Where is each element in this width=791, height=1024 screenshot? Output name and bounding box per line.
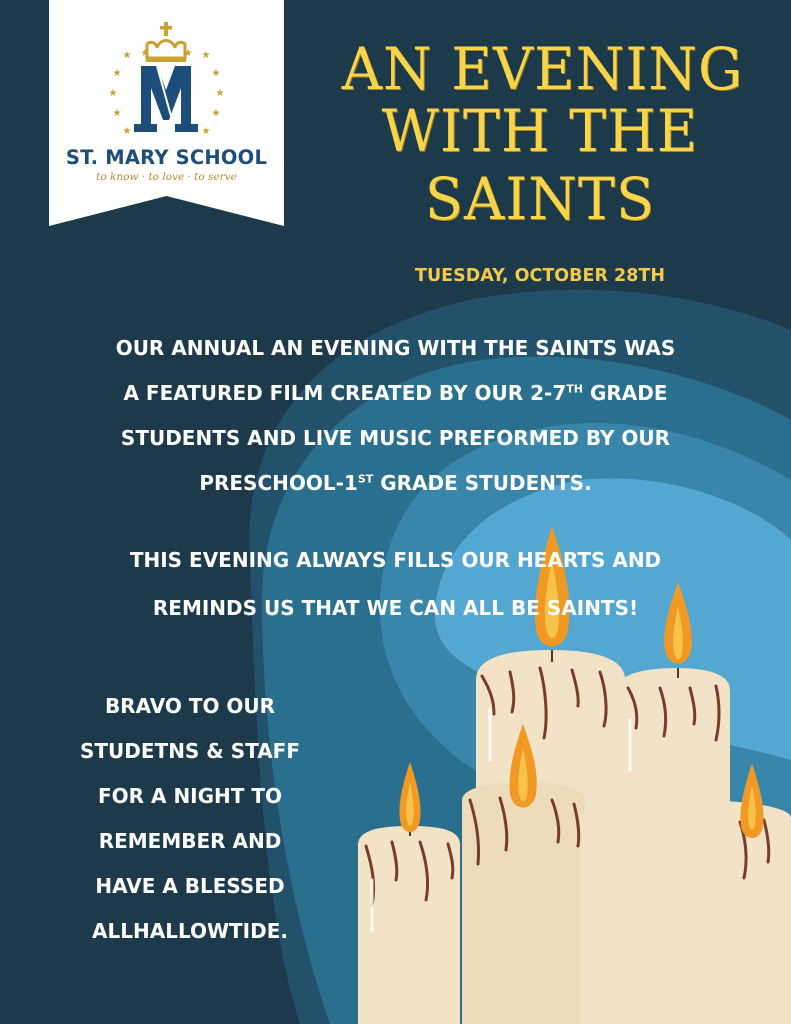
school-name: ST. MARY SCHOOL — [65, 146, 268, 169]
intro-line-4-superscript: ST — [357, 472, 374, 486]
svg-text:★: ★ — [183, 48, 193, 59]
svg-text:★: ★ — [201, 50, 211, 61]
svg-text:★: ★ — [122, 50, 132, 61]
svg-text:★: ★ — [112, 68, 122, 79]
intro-line-2-suffix: GRADE — [582, 381, 668, 405]
bravo-line: FOR A NIGHT TO — [97, 784, 283, 808]
hearts-line-2: REMINDS US THAT WE CAN ALL BE SAINTS! — [152, 596, 639, 620]
intro-line-4-suffix: GRADE STUDENTS. — [373, 471, 592, 495]
bravo-line: REMEMBER AND — [98, 829, 282, 853]
svg-text:★: ★ — [122, 126, 132, 137]
svg-text:★: ★ — [211, 68, 221, 79]
svg-text:★: ★ — [108, 88, 118, 99]
intro-line-4-text: PRESCHOOL-1 — [199, 471, 358, 495]
svg-text:★: ★ — [112, 108, 122, 119]
bravo-line: HAVE A BLESSED — [95, 874, 285, 898]
intro-line-2-superscript: TH — [566, 382, 583, 396]
intro-line-1: OUR ANNUAL AN EVENING WITH THE SAINTS WAS — [115, 336, 676, 360]
paragraph-intro — [30, 326, 761, 506]
event-date: TUESDAY, OCTOBER 28TH — [415, 266, 665, 286]
bravo-line: BRAVO TO OUR — [104, 694, 276, 718]
bravo-line: STUDETNS & STAFF — [80, 739, 300, 763]
svg-text:★: ★ — [215, 88, 225, 99]
svg-text:★: ★ — [140, 48, 150, 59]
svg-text:★: ★ — [201, 126, 211, 137]
intro-line-2-text: A FEATURED FILM CREATED BY OUR 2-7 — [123, 381, 567, 405]
title-line-1: AN EVENING — [341, 35, 743, 103]
title-line-3: SAINTS — [424, 165, 656, 233]
intro-line-2 — [30, 371, 761, 416]
paragraph-hearts — [30, 536, 761, 632]
paragraph-bravo — [40, 684, 340, 954]
school-motto: to know · to love · to serve — [96, 171, 237, 183]
bravo-line: ALLHALLOWTIDE. — [92, 919, 288, 943]
hearts-line-1: THIS EVENING ALWAYS FILLS OUR HEARTS AND — [129, 548, 662, 572]
svg-text:★: ★ — [211, 108, 221, 119]
title-line-2: WITH THE — [381, 97, 699, 165]
intro-line-3: STUDENTS AND LIVE MUSIC PREFORMED BY OUR — [120, 426, 671, 450]
intro-line-4 — [30, 461, 761, 506]
